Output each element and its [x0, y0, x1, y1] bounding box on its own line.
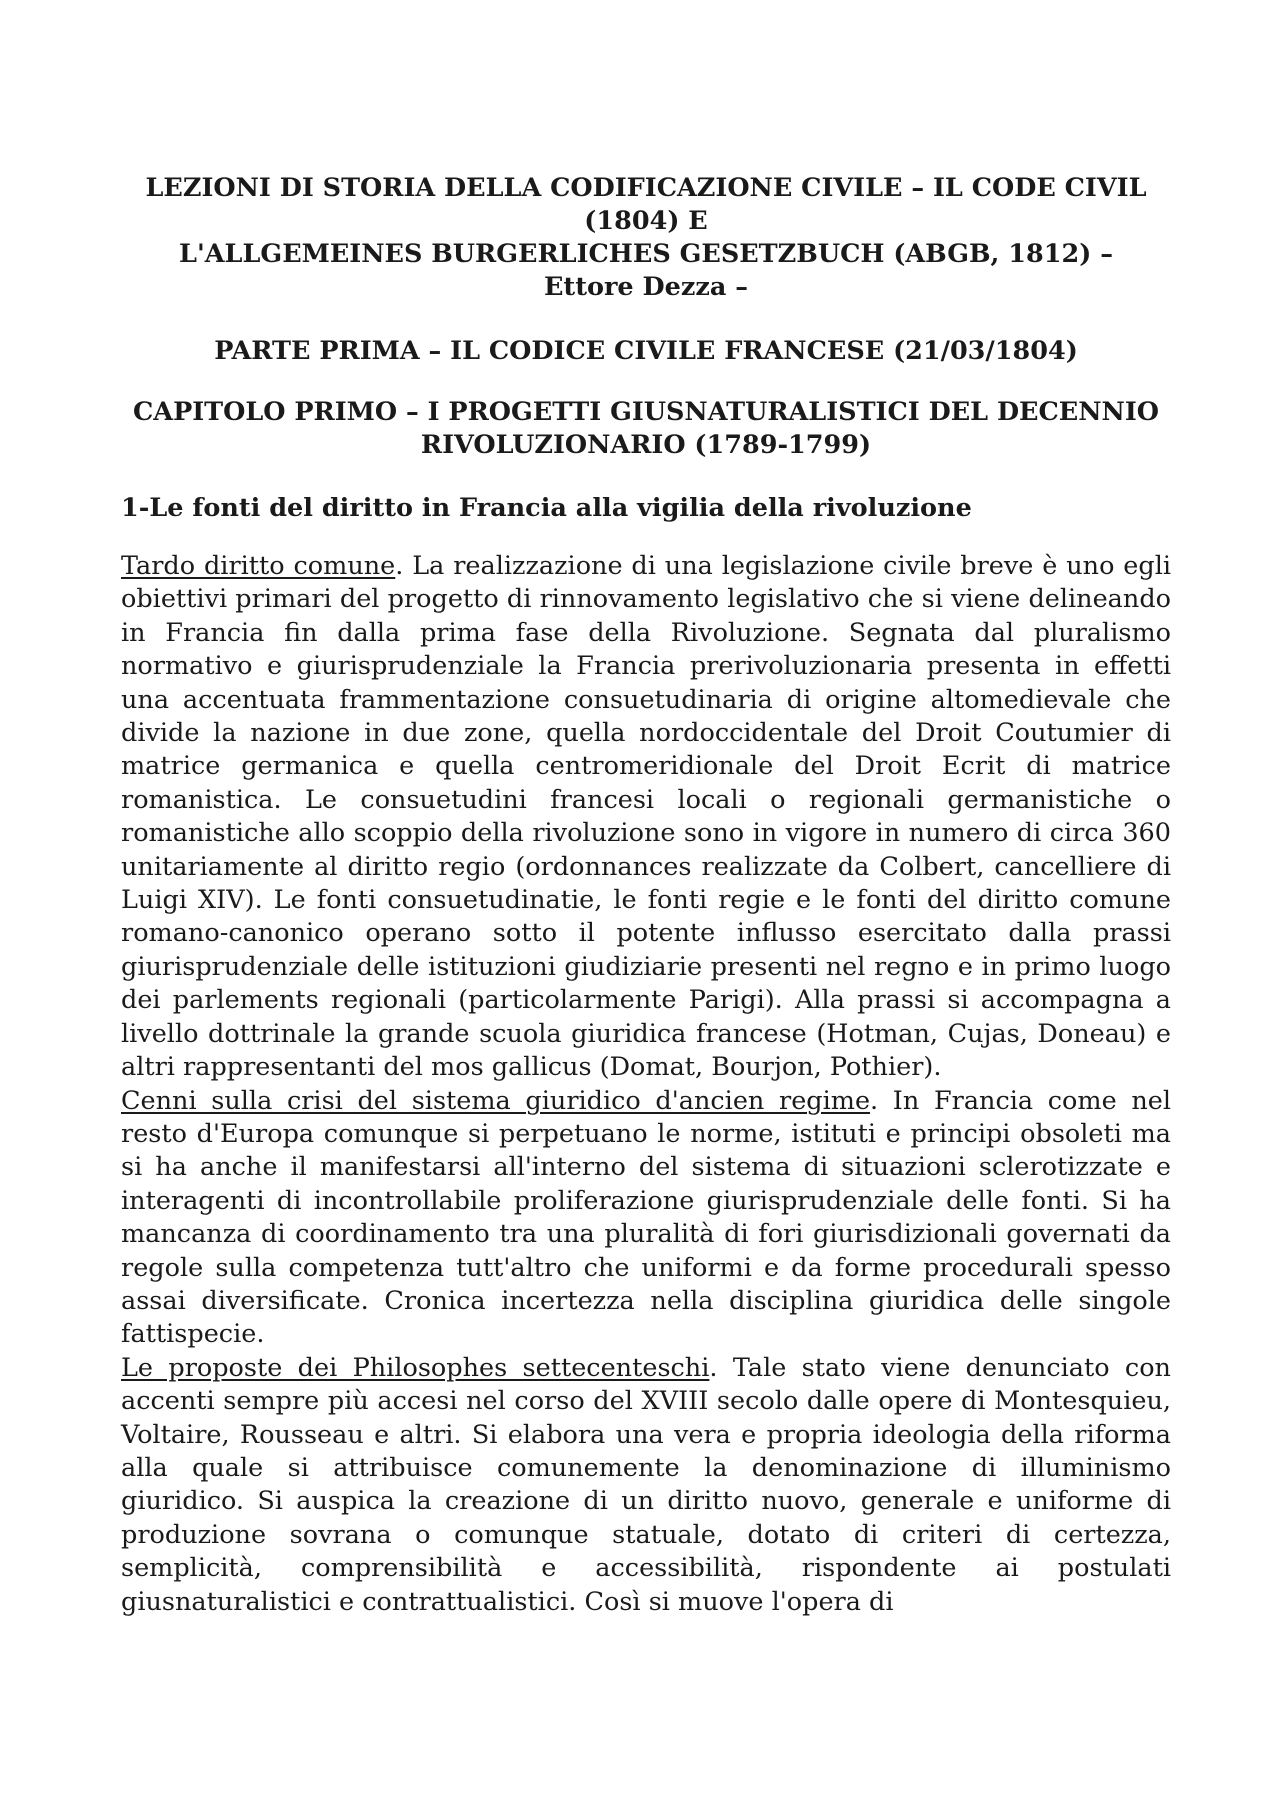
paragraph-proposte-philosophes: [121, 1352, 1171, 1619]
paragraph-text: . In Francia come nel resto d'Europa comunque si perpetuano le norme, istituti e principi obsoleti ma si ha anche il manifestarsi all'interno del sistema di situazioni sclerotizzate e interagenti di incontrollabile proliferazione giurisprudenziale delle fonti. Si ha mancanza di coordinamento tra una pluralità di fori giurisdizionali governati da regole sulla competenza tutt'altro che uniformi e da forme procedurali spesso assai diversificate. Cronica incertezza nella disciplina giuridica delle singole fattispecie.: [121, 1085, 1172, 1350]
paragraph-lead: Le proposte dei Philosophes settecenteschi: [121, 1352, 710, 1383]
paragraph-text: . Tale stato viene denunciato con accenti sempre più accesi nel corso del XVIII secolo dalle opere di Montesquieu, Voltaire, Rousseau e altri. Si elabora una vera e propria ideologia della riforma alla quale si attribuisce comunemente la denominazione di illuminismo giuridico. Si auspica la creazione di un diritto nuovo, generale e uniforme di produzione sovrana o comunque statuale, dotato di criteri di certezza, semplicità, comprensibilità e accessibilità, rispondente ai postulati giusnaturalistici e contrattualistici. Così si muove l'opera di: [121, 1352, 1171, 1617]
paragraph-text: . La realizzazione di una legislazione civile breve è uno egli obiettivi primari del progetto di rinnovamento legislativo che si viene delineando in Francia fin dalla prima fase della Rivoluzione. Segnata dal pluralismo normativo e giurisprudenziale la Francia prerivoluzionaria presenta in effetti una accentuata frammentazione consuetudinaria di origine altomedievale che divide la nazione in due zone, quella nordoccidentale del Droit Coutumier di matrice germanica e quella centromeridionale del Droit Ecrit di matrice romanistica. Le consuetudini francesi locali o regionali germanistiche o romanistiche allo scoppio della rivoluzione sono in vigore in numero di circa 360 unitariamente al diritto regio (ordonnances realizzate da Colbert, cancelliere di Luigi XIV). Le fonti consuetudinatie, le fonti regie e le fonti del diritto comune romano-canonico operano sotto il potente influsso esercitato dalla prassi giurisprudenziale delle istituzioni giudiziarie presenti nel regno e in primo luogo dei parlements regionali (particolarmente Parigi). Alla prassi si accompagna a livello dottrinale la grande scuola giuridica francese (Hotman, Cujas, Doneau) e altri rappresentanti del mos gallicus (Domat, Bourjon, Pothier).: [121, 551, 1172, 1083]
author-name: Ettore Dezza –: [544, 272, 748, 302]
paragraph-tardo-diritto-comune: [121, 550, 1171, 1085]
title-line-2: L'ALLGEMEINES BURGERLICHES GESETZBUCH (ABGB, 1812) –: [179, 239, 1113, 269]
chapter-title: [121, 396, 1171, 462]
paragraph-lead: Cenni sulla crisi del sistema giuridico d'ancien regime: [121, 1085, 871, 1116]
paragraph-lead: Tardo diritto comune: [121, 551, 396, 581]
chapter-title-line-1: CAPITOLO PRIMO – I PROGETTI GIUSNATURALISTICI DEL DECENNIO: [132, 397, 1159, 427]
section-title: 1-Le fonti del diritto in Francia alla vigilia della rivoluzione: [121, 493, 972, 523]
document-title: [121, 172, 1171, 304]
chapter-title-line-2: RIVOLUZIONARIO (1789-1799): [420, 430, 872, 460]
title-line-1: LEZIONI DI STORIA DELLA CODIFICAZIONE CIVILE – IL CODE CIVIL (1804) E: [145, 173, 1147, 236]
paragraph-crisi-ancien-regime: [121, 1085, 1171, 1352]
page-content: [121, 172, 1171, 1619]
part-title: PARTE PRIMA – IL CODICE CIVILE FRANCESE (21/03/1804): [214, 336, 1078, 366]
